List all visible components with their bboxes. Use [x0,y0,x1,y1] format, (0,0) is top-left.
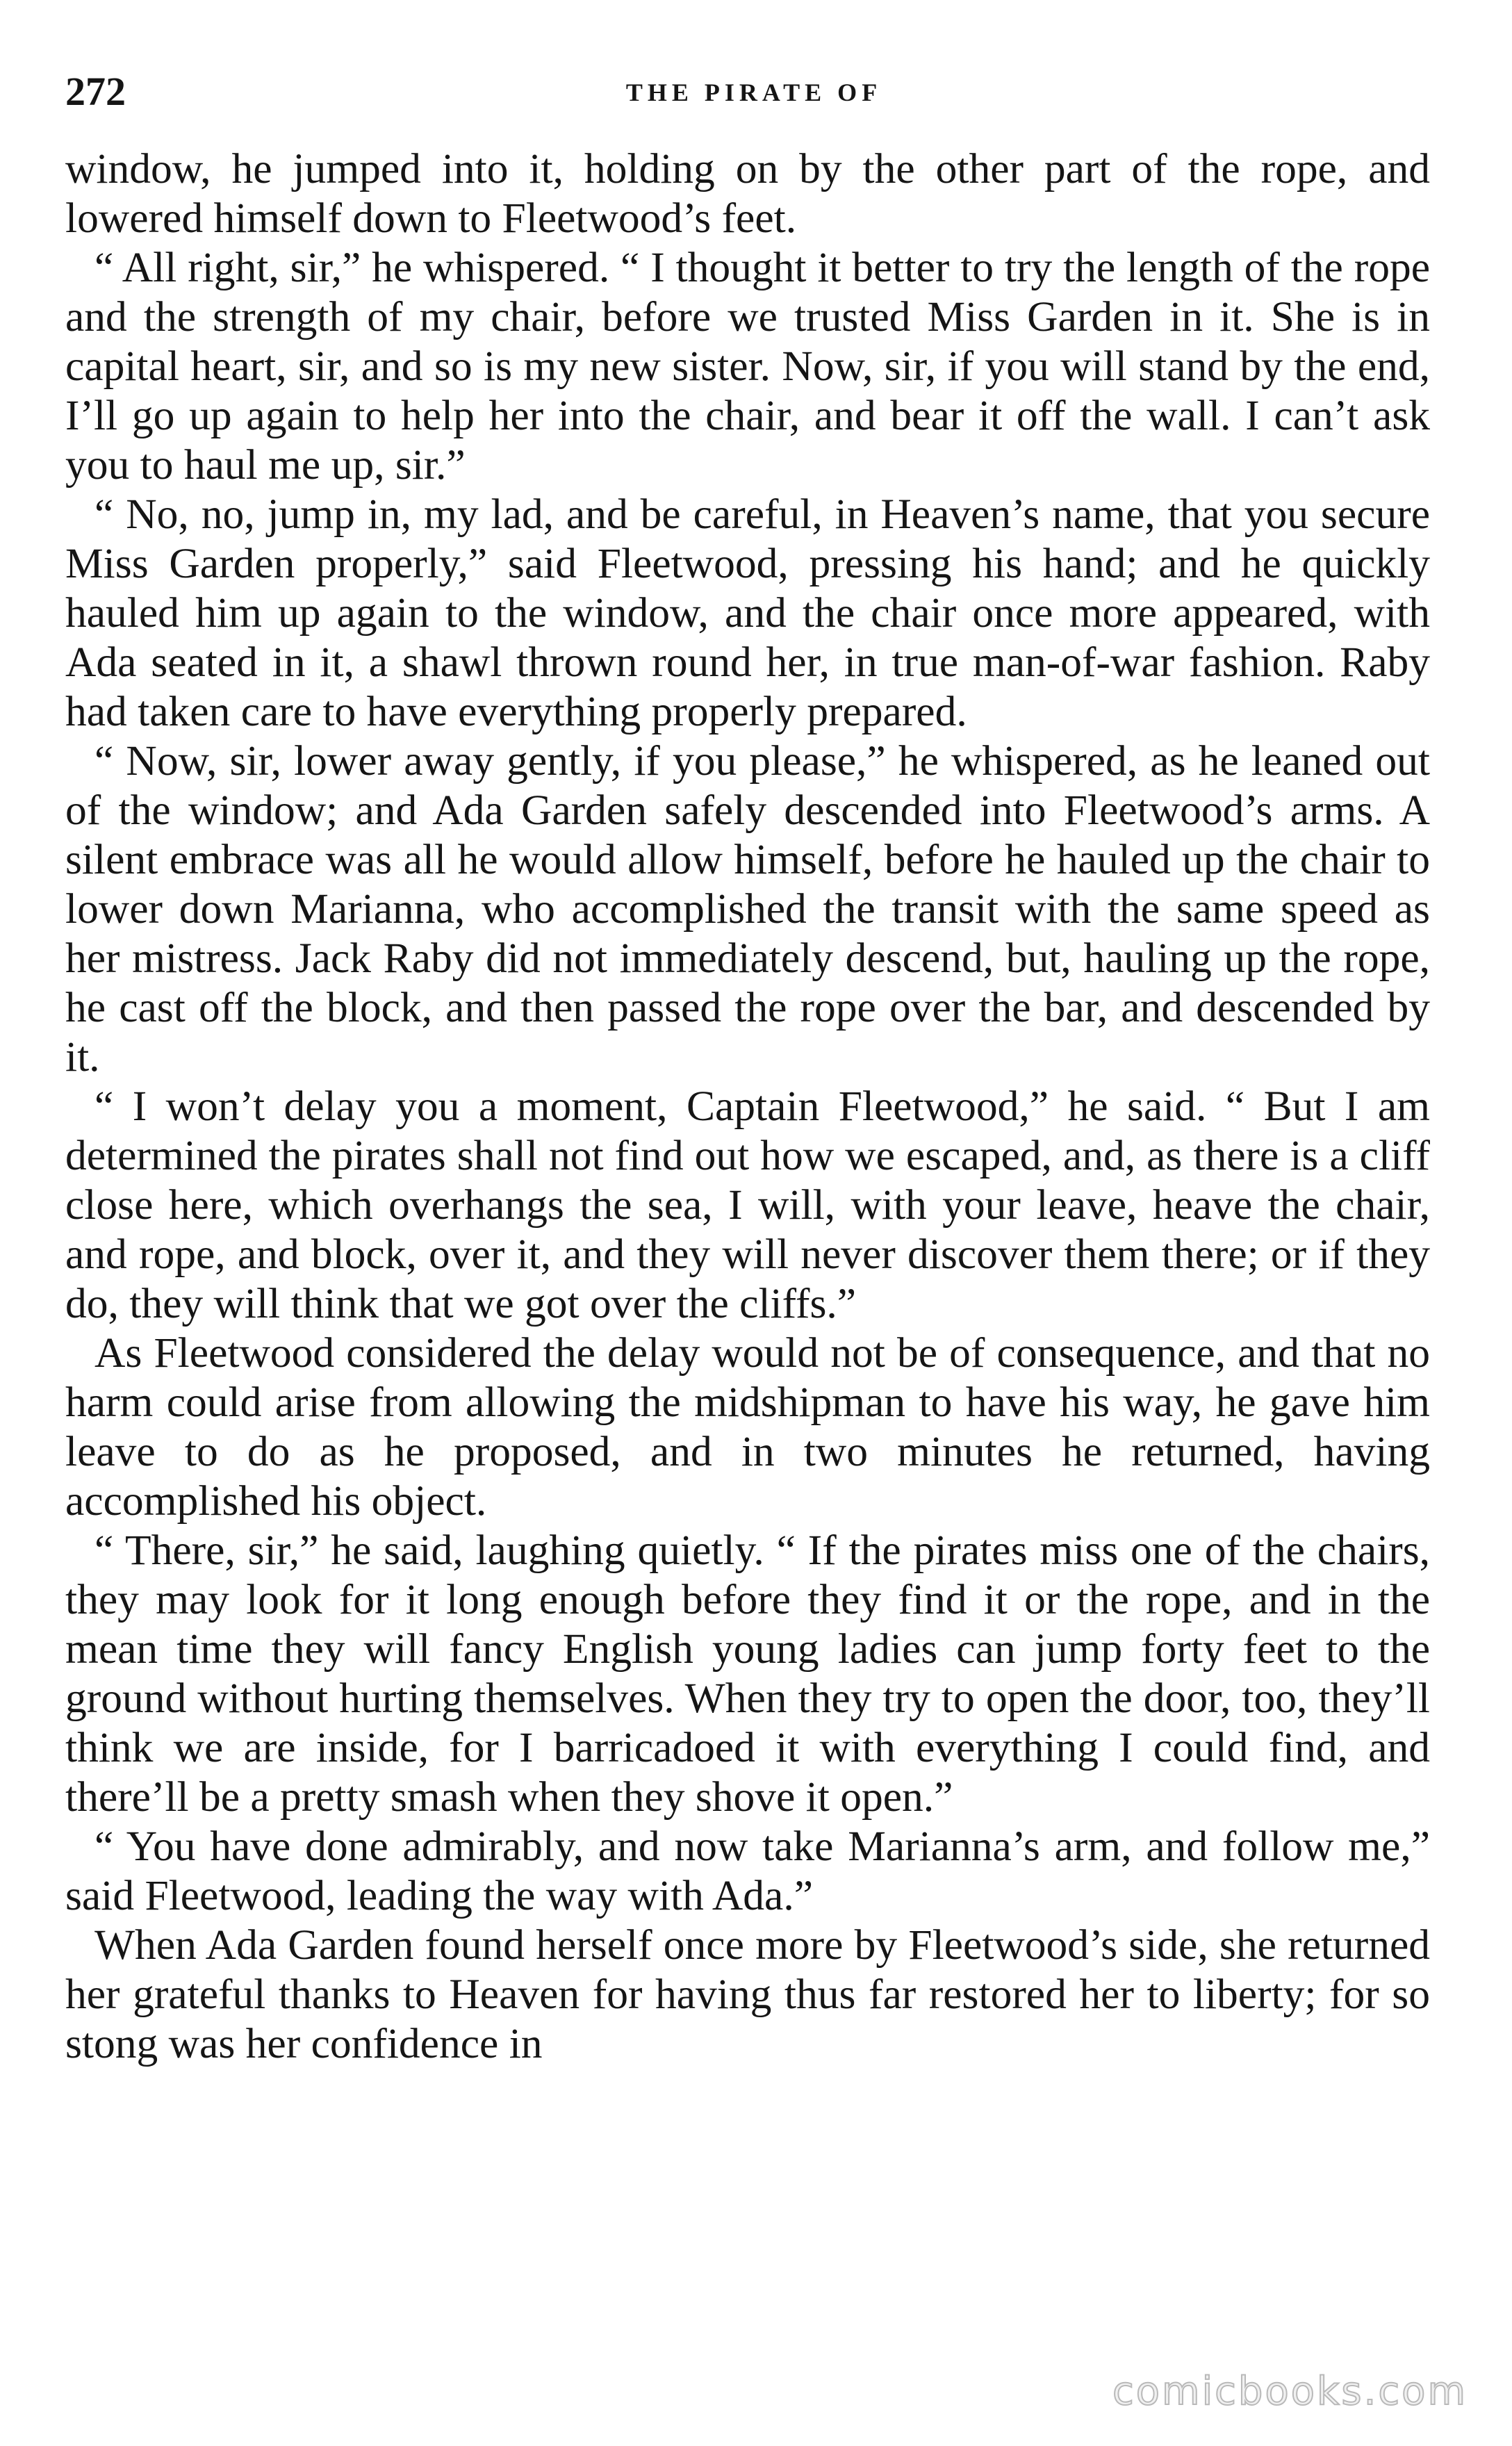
paragraph-8: “ You have done admirably, and now take Marianna’s arm, and follow me,” said Fleetwood, leading the way with Ada.” [65,1823,1430,1919]
paragraph-6: As Fleetwood considered the delay would not be of consequence, and that no harm could arise from allowing the midshipman to have his way, he gave him leave to do as he proposed, and in two minutes he returned, having accomplished his object. [65,1329,1430,1525]
running-head: THE PIRATE OF [625,79,882,106]
paragraph-2: “ All right, sir,” he whispered. “ I thought it better to try the length of the rope and the strength of my chair, before we trusted Miss Garden in it. She is in capital heart, sir, and so is my new sister. Now, sir, if you will stand by the end, I’ll go up again to help her into the chair, and bear it off the wall. I can’t ask you to haul me up, sir.” [65,244,1430,489]
paragraph-1: window, he jumped into it, holding on by the other part of the rope, and lowered himself down to Fleetwood’s feet. [65,145,1430,242]
paragraph-9: When Ada Garden found herself once more by Fleetwood’s side, she returned her grateful thanks to Heaven for having thus far restored her to liberty; for so stong was her confidence in [65,1921,1430,2067]
paragraph-3: “ No, no, jump in, my lad, and be careful, in Heaven’s name, that you secure Miss Garden properly,” said Fleetwood, pressing his hand; and he quickly hauled him up again to the window, and the chair once more appeared, with Ada seated in it, a shawl thrown round her, in true man-of-war fashion. Raby had taken care to have everything properly prepared. [65,491,1430,735]
watermark: comicbooks.com [1112,2369,1468,2414]
body-text [65,145,1430,2069]
paragraph-5: “ I won’t delay you a moment, Captain Fleetwood,” he said. “ But I am determined the pirates shall not find out how we escaped, and, as there is a cliff close here, which overhangs the sea, I will, with your leave, heave the chair, and rope, and block, over it, and they will never discover them there; or if they do, they will think that we got over the cliffs.” [65,1083,1430,1327]
paragraph-4: “ Now, sir, lower away gently, if you please,” he whispered, as he leaned out of the window; and Ada Garden safely descended into Fleetwood’s arms. A silent embrace was all he would allow himself, before he hauled up the chair to lower down Marianna, who accomplished the transit with the same speed as her mistress. Jack Raby did not immediately descend, but, hauling up the rope, he cast off the block, and then passed the rope over the bar, and descended by it. [65,737,1430,1081]
paragraph-7: “ There, sir,” he said, laughing quietly. “ If the pirates miss one of the chairs, they may look for it long enough before they find it or the rope, and in the mean time they will fancy English young ladies can jump forty feet to the ground without hurting themselves. When they try to open the door, too, they’ll think we are inside, for I barricadoed it with everything I could find, and there’ll be a pretty smash when they shove it open.” [65,1527,1430,1821]
page-header [65,64,1443,120]
page-number: 272 [65,69,126,114]
